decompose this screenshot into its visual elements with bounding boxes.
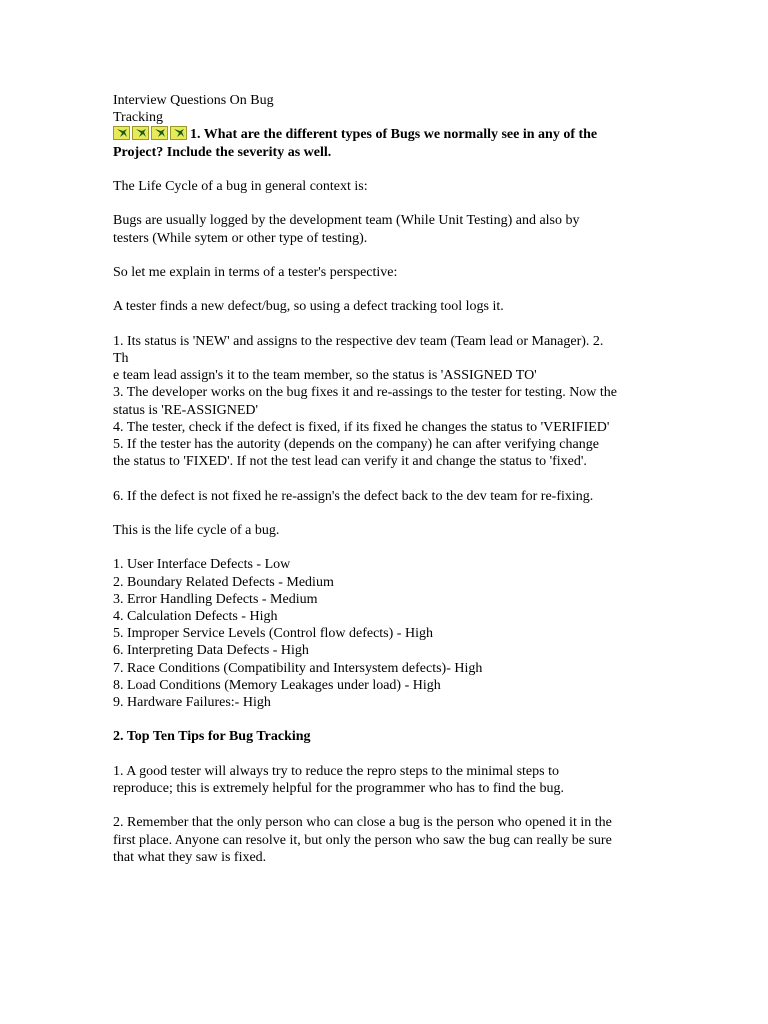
document-title-line-2: Tracking xyxy=(113,110,164,126)
paragraph-lifecycle-end: This is the life cycle of a bug. xyxy=(113,522,280,538)
step-line: 5. If the tester has the autority (depends on the company) he can after verifying change xyxy=(113,436,599,452)
defect-list-item: 7. Race Conditions (Compatibility and Intersystem defects)- High xyxy=(113,660,483,676)
defect-list-item: 2. Boundary Related Defects - Medium xyxy=(113,574,334,590)
defect-list-item: 1. User Interface Defects - Low xyxy=(113,557,291,573)
defect-list-item: 9. Hardware Failures:- High xyxy=(113,694,271,710)
tip-2-line-3: that what they saw is fixed. xyxy=(113,849,267,865)
step-line: 4. The tester, check if the defect is fixed, if its fixed he changes the status to 'VERIFIED' xyxy=(113,419,610,435)
bug-icon xyxy=(132,126,149,140)
icon-strip xyxy=(113,126,189,140)
bug-icon xyxy=(170,126,187,140)
step-line: status is 'RE-ASSIGNED' xyxy=(113,402,259,418)
question-1-line-1 xyxy=(113,126,658,143)
step-6: 6. If the defect is not fixed he re-assign's the defect back to the dev team for re-fixing. xyxy=(113,488,594,504)
tip-2-line-2: first place. Anyone can resolve it, but only the person who saw the bug can really be sure xyxy=(113,832,612,848)
defect-list-item: 3. Error Handling Defects - Medium xyxy=(113,591,318,607)
paragraph-logged-line-1: Bugs are usually logged by the development team (While Unit Testing) and also by xyxy=(113,213,580,229)
bug-icon xyxy=(151,126,168,140)
question-1-line-2: Project? Include the severity as well. xyxy=(113,144,332,160)
tip-1-line-1: 1. A good tester will always try to reduce the repro steps to the minimal steps to xyxy=(113,763,559,779)
defect-list-item: 4. Calculation Defects - High xyxy=(113,608,278,624)
question-1-text: 1. What are the different types of Bugs we normally see in any of the xyxy=(190,127,598,143)
defect-list-item: 6. Interpreting Data Defects - High xyxy=(113,643,309,659)
tip-1-line-2: reproduce; this is extremely helpful for the programmer who has to find the bug. xyxy=(113,780,564,796)
paragraph-explain: So let me explain in terms of a tester's perspective: xyxy=(113,264,398,280)
paragraph-logged-line-2: testers (While sytem or other type of testing). xyxy=(113,230,368,246)
step-line: 1. Its status is 'NEW' and assigns to the respective dev team (Team lead or Manager). 2. xyxy=(113,333,604,349)
step-line: e team lead assign's it to the team member, so the status is 'ASSIGNED TO' xyxy=(113,368,537,384)
defect-list-item: 5. Improper Service Levels (Control flow defects) - High xyxy=(113,626,433,642)
step-line: the status to 'FIXED'. If not the test lead can verify it and change the status to 'fixed'. xyxy=(113,454,587,470)
bug-icon xyxy=(113,126,130,140)
defect-list-item: 8. Load Conditions (Memory Leakages under load) - High xyxy=(113,677,441,693)
step-line: 3. The developer works on the bug fixes it and re-assings to the tester for testing. Now the xyxy=(113,385,618,401)
step-line: Th xyxy=(113,350,129,366)
question-2-heading: 2. Top Ten Tips for Bug Tracking xyxy=(113,729,311,745)
tip-2-line-1: 2. Remember that the only person who can close a bug is the person who opened it in the xyxy=(113,815,612,831)
document-title-line-1: Interview Questions On Bug xyxy=(113,93,274,108)
paragraph-lifecycle-intro: The Life Cycle of a bug in general context is: xyxy=(113,179,368,194)
paragraph-tester-finds: A tester finds a new defect/bug, so using a defect tracking tool logs it. xyxy=(113,299,504,315)
document-page xyxy=(113,92,658,866)
